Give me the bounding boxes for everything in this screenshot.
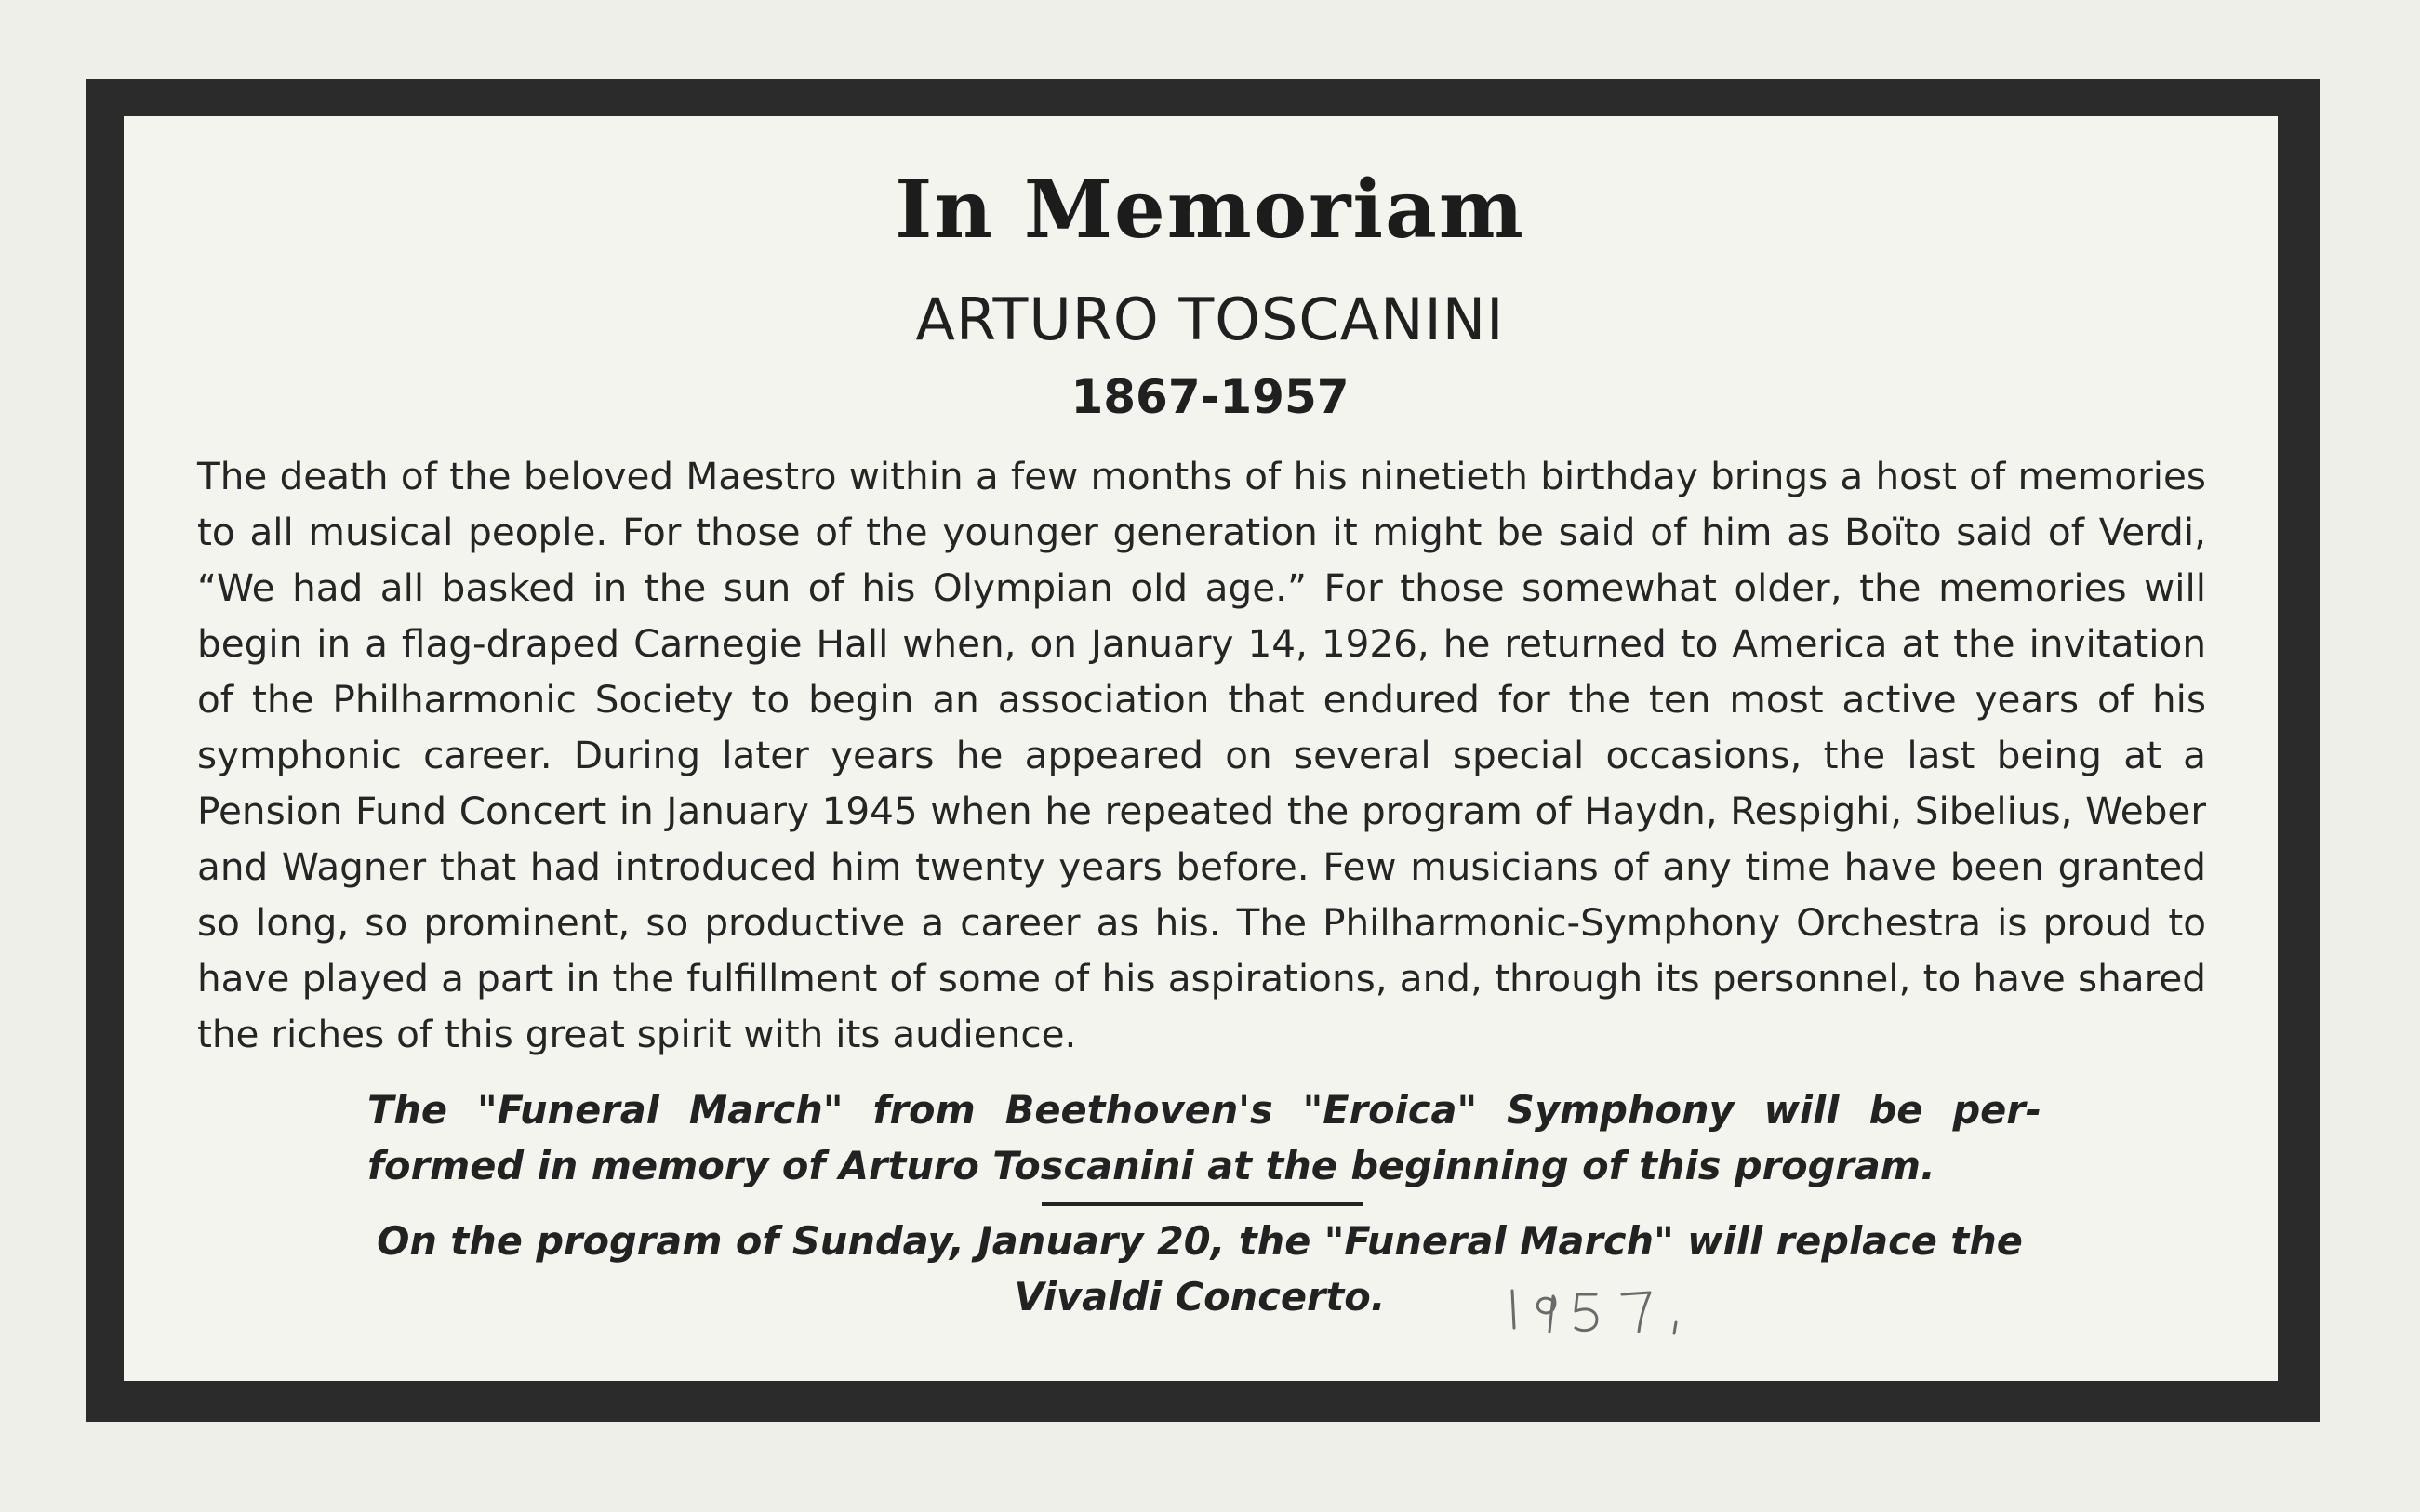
- life-dates: 1867-1957: [1070, 370, 1350, 424]
- honoree-name: ARTURO TOSCANINI: [915, 285, 1505, 353]
- handwritten-year-note: [1503, 1274, 1726, 1348]
- divider-rule: [1042, 1202, 1363, 1206]
- card-title: In Memoriam: [895, 163, 1525, 257]
- program-change-notice: On the program of Sunday, January 20, the "Funeral March" will replace the Vivaldi Concerto.: [377, 1218, 2023, 1320]
- memorial-paragraph: The death of the beloved Maestro within a few months of his ninetieth birthday brings a host of memories to all musical people. For those of the younger generation it might be said of him as Boïto said of Verdi, “We had all basked in the sun of his Olympian old age.” For those somewhat older, the memories will begin in a flag-draped Carnegie Hall when, on January 14, 1926, he returned to America at the invitation of the Philharmonic Society to begin an association that endured for the ten most active years of his symphonic career. During later years he appeared on several special occasions, the last being at a Pension Fund Concert in January 1945 when he repeated the program of Haydn, Respighi, Sibelius, Weber and Wagner that had introduced him twenty years before. Few musicians of any time have been granted so long, so prominent, so productive a career as his. The Philharmonic-Symphony Orchestra is proud to have played a part in the fulfillment of some of his aspirations, and, through its personnel, to have shared the riches of this great spirit with its audience.: [197, 454, 2206, 1056]
- funeral-march-notice: The "Funeral March" from Beethoven's "Eroica" Symphony will be per-formed in memory of Arturo Toscanini at the beginning of this program.: [367, 1087, 2041, 1188]
